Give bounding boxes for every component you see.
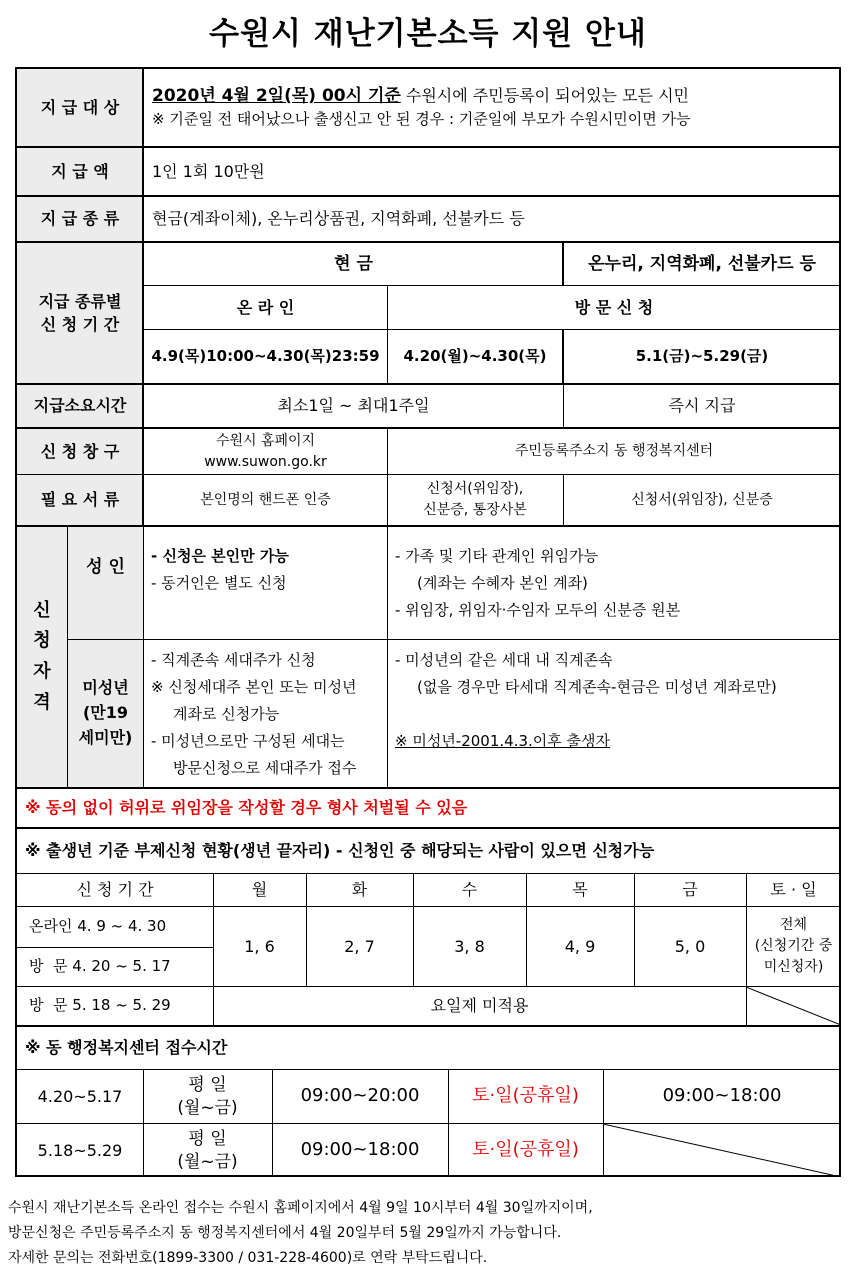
- adult-left-line2: - 동거인은 별도 신청: [151, 574, 287, 592]
- window-label: 신 청 창 구: [40, 441, 120, 461]
- rotation-header-mon: 월: [251, 880, 268, 900]
- hours-row2-weekday-line2: (월~금): [177, 1151, 238, 1172]
- minor-left-text: [151, 647, 357, 782]
- rotation-header-tue: 화: [351, 880, 368, 900]
- minor-left-line1: - 직계존속 세대주가 신청: [151, 651, 316, 669]
- footer-line2: 방문신청은 주민등록주소지 동 행정복지센터에서 4월 20일부터 5월 29일까지 가능합니다.: [8, 1225, 562, 1241]
- window-online-line1: 수원시 홈페이지: [215, 432, 316, 449]
- minor-label: [68, 640, 143, 787]
- minor-right-text: [395, 647, 777, 755]
- rotation-not-applied: 요일제 미적용: [430, 996, 529, 1016]
- period-cash-header: 현 금: [334, 253, 373, 274]
- rotation-period-visit2: 방 문 5. 18 ~ 5. 29: [29, 996, 171, 1015]
- warning-text: ※ 동의 없이 허위로 위임장을 작성할 경우 형사 처벌될 수 있음: [25, 798, 468, 818]
- hours-row2-weekday: [143, 1124, 272, 1177]
- minor-left-line2: ※ 신청세대주 본인 또는 미성년: [151, 678, 357, 696]
- rotation-empty-cell: [746, 987, 841, 1025]
- period-online-dates: 4.9(목)10:00~4.30(목)23:59: [151, 346, 380, 365]
- rotation-period-online: 온라인 4. 9 ~ 4. 30: [29, 917, 167, 936]
- qualification-label: [17, 527, 67, 787]
- rotation-period-visit1: 방 문 4. 20 ~ 5. 17: [29, 957, 171, 976]
- target-value: [144, 69, 841, 146]
- hours-row1-weekday-line1: 평 일: [188, 1075, 227, 1096]
- hours-row1-weekday: [143, 1070, 272, 1123]
- hours-title: ※ 동 행정복지센터 접수시간: [25, 1038, 228, 1058]
- rotation-weekend-line3: 미신청자): [763, 959, 824, 975]
- hours-row1-weekday-line2: (월~금): [177, 1097, 238, 1118]
- period-online-header: 온 라 인: [236, 297, 295, 317]
- period-visit-header: 방 문 신 청: [574, 297, 654, 317]
- rotation-header-fri: 금: [682, 880, 698, 900]
- minor-right-line1: - 미성년의 같은 세대 내 직계존속: [395, 651, 613, 669]
- rotation-weekend-line2: (신청기간 중: [754, 938, 833, 954]
- minor-right-line2: (없을 경우만 타세대 직계존속-현금은 미성년 계좌로만): [417, 678, 777, 696]
- page-title: 수원시 재난기본소득 지원 안내: [209, 16, 647, 52]
- qual-char-1: 신: [33, 599, 51, 621]
- rotation-digits-tue: 2, 7: [344, 936, 375, 956]
- rotation-weekend-line1: 전체: [779, 917, 808, 933]
- hours-row2-empty-cell: [603, 1124, 841, 1177]
- adult-left-line1: - 신청은 본인만 가능: [151, 547, 289, 565]
- docs-visit: [387, 475, 563, 525]
- rotation-digits-fri: 5, 0: [674, 936, 706, 956]
- hours-row1-weekend-time: 09:00~18:00: [662, 1085, 782, 1107]
- period-others-header: 온누리, 지역화폐, 선불카드 등: [588, 253, 816, 274]
- target-note: ※ 기준일 전 태어났으나 출생신고 안 된 경우 : 기준일에 부모가 수원시민이면 가능: [152, 109, 691, 128]
- qual-char-4: 격: [33, 691, 51, 713]
- minor-label-line1: 미성년: [82, 678, 129, 698]
- docs-label: 필 요 서 류: [40, 490, 120, 510]
- hours-row2-period: 5.18~5.29: [37, 1140, 123, 1160]
- minor-left-line4: - 미성년으로만 구성된 세대는: [151, 732, 345, 750]
- minor-label-line3: 세미만): [78, 727, 133, 747]
- period-visit-dates: 4.20(월)~4.30(목): [403, 346, 547, 365]
- time-cash: 최소1일 ~ 최대1주일: [277, 396, 430, 416]
- adult-label: 성 인: [86, 557, 125, 577]
- hours-row1-weekday-time: 09:00~20:00: [300, 1085, 420, 1107]
- period-others-dates: 5.1(금)~5.29(금): [635, 346, 769, 365]
- minor-left-line3: 계좌로 신청가능: [173, 705, 280, 723]
- rotation-title: ※ 출생년 기준 부제신청 현황(생년 끝자리) - 신청인 중 해당되는 사람이 있으면 신청가능: [25, 841, 655, 861]
- period-label: [17, 243, 143, 383]
- adult-right-line3: - 위임장, 위임자·수임자 모두의 신분증 원본: [395, 601, 681, 619]
- amount-label: 지 급 액: [51, 161, 109, 181]
- docs-visit-line2: 신분증, 통장사본: [423, 502, 527, 518]
- rotation-header-period: 신 청 기 간: [76, 880, 154, 900]
- rotation-digits-mon: 1, 6: [244, 936, 275, 956]
- period-label-line1: 지급 종류별: [38, 291, 122, 311]
- target-date: 2020년 4월 2일(목) 00시 기준: [152, 86, 401, 107]
- window-visit: 주민등록주소지 동 행정복지센터: [514, 443, 714, 460]
- window-online-url[interactable]: www.suwon.go.kr: [204, 453, 327, 470]
- qual-char-2: 청: [33, 630, 51, 652]
- amount-value: 1인 1회 10만원: [152, 161, 265, 181]
- target-desc: 수원시에 주민등록이 되어있는 모든 시민: [400, 86, 689, 106]
- hours-row2-weekday-time: 09:00~18:00: [300, 1139, 420, 1161]
- info-table: [15, 67, 841, 1177]
- kind-value: 현금(계좌이체), 온누리상품권, 지역화폐, 선불카드 등: [152, 209, 525, 229]
- hours-row2-weekday-line1: 평 일: [188, 1129, 227, 1150]
- hours-row1-period: 4.20~5.17: [37, 1086, 123, 1106]
- window-online: [144, 429, 387, 474]
- footer-notes: [8, 1196, 593, 1271]
- adult-left-text: [151, 543, 289, 597]
- period-label-line2: 신 청 기 간: [40, 315, 120, 334]
- docs-online: 본인명의 핸드폰 인증: [200, 491, 331, 508]
- target-label: 지 급 대 상: [40, 97, 120, 117]
- rotation-digits-wed: 3, 8: [454, 936, 485, 956]
- rotation-weekend: [746, 907, 841, 986]
- hours-row2-weekend: 토·일(공휴일): [472, 1139, 579, 1161]
- minor-left-line5: 방문신청으로 세대주가 접수: [173, 759, 357, 777]
- docs-visit-line1: 신청서(위임장),: [426, 481, 524, 497]
- rotation-header-weekend: 토 · 일: [770, 880, 817, 900]
- time-label: 지급소요시간: [33, 396, 127, 416]
- adult-right-line2: (계좌는 수혜자 본인 계좌): [417, 574, 588, 592]
- minor-label-line2: (만19: [82, 703, 129, 723]
- adult-right-line1: - 가족 및 기타 관계인 위임가능: [395, 547, 599, 565]
- rotation-header-wed: 수: [461, 880, 478, 900]
- rotation-header-thu: 목: [572, 880, 588, 900]
- footer-line3: 자세한 문의는 전화번호(1899-3300 / 031-228-4600)로 연락 부탁드립니다.: [8, 1250, 488, 1266]
- docs-others: 신청서(위임장), 신분증: [631, 491, 773, 508]
- adult-right-text: [395, 543, 680, 624]
- time-others: 즉시 지급: [668, 396, 736, 416]
- minor-right-line3: ※ 미성년-2001.4.3.이후 출생자: [395, 732, 611, 750]
- rotation-digits-thu: 4, 9: [564, 936, 596, 956]
- footer-line1: 수원시 재난기본소득 온라인 접수는 수원시 홈페이지에서 4월 9일 10시부터 4월 30일까지이며,: [8, 1200, 593, 1216]
- kind-label: 지 급 종 류: [40, 209, 120, 229]
- hours-row1-weekend: 토·일(공휴일): [472, 1085, 579, 1107]
- qual-char-3: 자: [33, 661, 51, 682]
